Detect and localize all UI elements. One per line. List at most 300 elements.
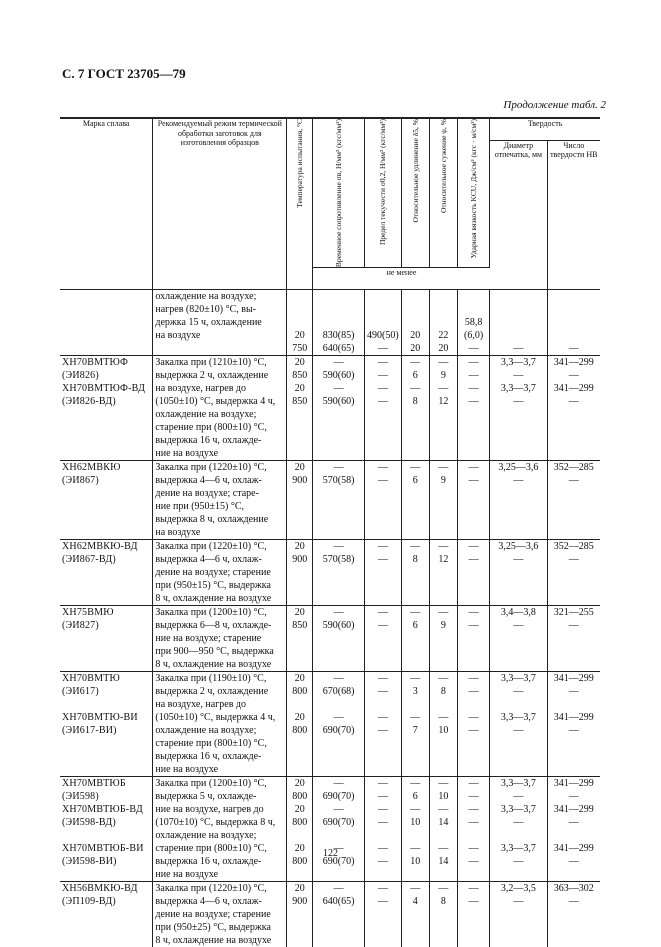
impact-line: —: [468, 475, 479, 487]
hb-line: [550, 303, 598, 316]
elong-line: 8: [412, 396, 418, 408]
impact-line: —: [468, 712, 479, 724]
hb-line: 321—255: [553, 607, 594, 619]
hb-line: 341—299: [553, 804, 594, 816]
mode-line: 8 ч, охлаждение на воздухе: [155, 659, 272, 671]
cell-strength: [313, 606, 365, 672]
impact-line: —: [468, 357, 479, 369]
temp-line: 20: [294, 607, 305, 619]
cell-mode: [153, 606, 287, 672]
grade-line: (ЭИ598-ВД): [62, 817, 116, 829]
cell-impact: [457, 356, 489, 461]
contraction-line: 14: [438, 817, 449, 829]
diameter-line: 3,25—3,6: [498, 541, 539, 553]
strength-line: —: [333, 462, 344, 474]
mode-line: при (950±25) °С, выдержка: [155, 922, 271, 934]
elong-line: 6: [412, 620, 418, 632]
temp-line: 850: [292, 396, 308, 408]
cell-elong: [401, 461, 429, 540]
mode-line: нагрев (820±10) °С, вы-: [155, 304, 257, 316]
page-number: 122: [323, 848, 338, 859]
impact-line: —: [468, 541, 479, 553]
col-yield: Предел текучести σ0,2, Н/мм² (кгс/мм²): [378, 119, 388, 245]
not-less-label: не менее: [313, 268, 490, 290]
cell-hb: [547, 672, 600, 777]
grade-line: ХН70ВМТЮФ-ВД: [62, 383, 146, 395]
temp-line: [289, 829, 310, 842]
elong-line: —: [410, 607, 421, 619]
impact-line: (6,0): [464, 330, 484, 342]
table-row: [60, 356, 600, 461]
contraction-line: [432, 829, 455, 842]
mode-line: ние на воздухе: [155, 764, 219, 776]
cell-temp: [287, 290, 313, 356]
cell-mode: [153, 777, 287, 882]
cell-strength: [313, 540, 365, 606]
table-row: [60, 461, 600, 540]
mode-line: при (950±15) °С, выдержка: [155, 580, 271, 592]
diameter-line: —: [513, 343, 524, 355]
cell-impact: [457, 672, 489, 777]
hb-line: —: [568, 475, 579, 487]
yield-line: 490(50): [367, 330, 399, 342]
yield-line: —: [377, 896, 388, 908]
impact-line: [460, 303, 487, 316]
grade-line: (ЭИ826-ВД): [62, 396, 116, 408]
mode-line: Закалка при (1220±10) °С,: [155, 541, 267, 553]
contraction-line: 12: [438, 554, 449, 566]
cell-temp: [287, 672, 313, 777]
strength-line: —: [333, 712, 344, 724]
grade-line: ХН70ВМТЮ: [62, 673, 120, 685]
mode-line: выдержка 16 ч, охлажде-: [155, 435, 262, 447]
cell-contraction: [429, 540, 457, 606]
cell-mode: [153, 672, 287, 777]
elong-line: —: [410, 843, 421, 855]
yield-line: —: [377, 712, 388, 724]
diameter-line: 3,4—3,8: [500, 607, 536, 619]
yield-line: [367, 829, 399, 842]
mode-line: дение на воздухе; старение: [155, 909, 271, 921]
cell-mode: [153, 461, 287, 540]
elong-line: —: [410, 778, 421, 790]
mode-line: на воздухе, нагрев до: [155, 699, 247, 711]
hb-line: 363—302: [553, 883, 594, 895]
diameter-line: 3,3—3,7: [500, 357, 536, 369]
strength-line: [315, 698, 362, 711]
mode-line: старение при (800±10) °С,: [155, 843, 267, 855]
mode-line: Закалка при (1220±10) °С,: [155, 883, 267, 895]
cell-mode: [153, 882, 287, 947]
col-mode: Рекомендуемый режим термической обработки заготовок для изготовления образцов: [153, 118, 287, 290]
impact-line: —: [468, 620, 479, 632]
strength-line: 670(68): [322, 686, 355, 698]
cell-impact: [457, 882, 489, 947]
impact-line: 58,8: [464, 317, 483, 329]
cell-hb: [547, 882, 600, 947]
hb-line: [550, 329, 598, 342]
grade-line: (ЭИ867): [62, 475, 99, 487]
grade-line: ХН62МВКЮ-ВД: [62, 541, 138, 553]
cell-temp: [287, 461, 313, 540]
strength-line: —: [333, 541, 344, 553]
elong-line: —: [410, 383, 421, 395]
temp-line: 850: [292, 620, 308, 632]
diameter-line: —: [513, 620, 524, 632]
cell-temp: [287, 356, 313, 461]
temp-line: 850: [292, 370, 308, 382]
strength-line: —: [333, 778, 344, 790]
properties-table: [60, 117, 600, 947]
col-hb: Число твердости НВ: [547, 140, 600, 290]
temp-line: 900: [292, 475, 308, 487]
strength-line: 830(85): [322, 330, 355, 342]
cell-temp: [287, 882, 313, 947]
yield-line: —: [377, 778, 388, 790]
diameter-line: —: [513, 686, 524, 698]
strength-line: 640(65): [322, 896, 355, 908]
page-header: С. 7 ГОСТ 23705—79: [62, 66, 186, 81]
contraction-line: 8: [440, 686, 446, 698]
temp-line: 20: [294, 383, 305, 395]
mode-line: (1050±10) °С, выдержка 4 ч,: [155, 396, 276, 408]
cell-grade: [60, 461, 153, 540]
yield-line: —: [377, 396, 388, 408]
elong-line: [404, 303, 427, 316]
impact-line: —: [468, 343, 479, 355]
yield-line: —: [377, 475, 388, 487]
hb-line: [550, 698, 598, 711]
elong-line: 6: [412, 370, 418, 382]
col-elong: Относительное удлинение δ5, %: [410, 119, 420, 223]
yield-line: —: [377, 607, 388, 619]
cell-yield: [365, 882, 402, 947]
temp-line: 900: [292, 554, 308, 566]
contraction-line: 14: [438, 856, 449, 868]
impact-line: [460, 698, 487, 711]
cell-elong: [401, 356, 429, 461]
yield-line: —: [377, 620, 388, 632]
table-continuation-label: Продолжение табл. 2: [503, 99, 606, 111]
temp-line: 800: [292, 686, 308, 698]
hb-line: —: [568, 554, 579, 566]
hb-line: —: [568, 396, 579, 408]
strength-line: 590(60): [322, 396, 355, 408]
mode-line: (1070±10) °С, выдержка 8 ч,: [155, 817, 276, 829]
mode-line: дение на воздухе; старение: [155, 567, 271, 579]
temp-line: 20: [294, 462, 305, 474]
cell-grade: [60, 540, 153, 606]
table-row: [60, 606, 600, 672]
strength-line: [315, 303, 362, 316]
contraction-line: —: [438, 843, 449, 855]
mode-line: охлаждение на воздухе;: [155, 830, 257, 842]
temp-line: 20: [294, 883, 305, 895]
mode-line: на воздухе: [155, 527, 201, 539]
cell-mode: [153, 540, 287, 606]
mode-line: ние на воздухе, нагрев до: [155, 804, 264, 816]
grade-line: (ЭИ867-ВД): [62, 554, 116, 566]
impact-line: —: [468, 778, 479, 790]
hb-line: 341—299: [553, 778, 594, 790]
strength-line: —: [333, 607, 344, 619]
cell-yield: [365, 672, 402, 777]
yield-line: —: [377, 370, 388, 382]
elong-line: 10: [410, 817, 421, 829]
diameter-line: —: [513, 554, 524, 566]
diameter-line: —: [513, 791, 524, 803]
yield-line: —: [377, 883, 388, 895]
grade-line: ХН56ВМКЮ-ВД: [62, 883, 138, 895]
yield-line: [367, 698, 399, 711]
elong-line: 3: [412, 686, 418, 698]
grade-line: ХН75ВМЮ: [62, 607, 114, 619]
temp-line: [289, 316, 310, 329]
diameter-line: 3,2—3,5: [500, 883, 536, 895]
elong-line: [404, 316, 427, 329]
elong-line: 7: [412, 725, 418, 737]
temp-line: 750: [292, 343, 308, 355]
elong-line: —: [410, 673, 421, 685]
impact-line: —: [468, 725, 479, 737]
mode-line: выдержка 5 ч, охлажде-: [155, 791, 257, 803]
table-row: [60, 290, 600, 356]
cell-grade: [60, 777, 153, 882]
mode-line: ние на воздухе: [155, 448, 219, 460]
strength-line: —: [333, 804, 344, 816]
cell-hb: [547, 606, 600, 672]
mode-line: Закалка при (1210±10) °С,: [155, 357, 267, 369]
hb-line: —: [568, 343, 579, 355]
grade-line: ХН70МВТЮБ-ВИ: [62, 843, 144, 855]
cell-impact: [457, 777, 489, 882]
contraction-line: —: [438, 357, 449, 369]
mode-line: на воздухе: [155, 330, 201, 342]
contraction-line: —: [438, 673, 449, 685]
contraction-line: —: [438, 804, 449, 816]
temp-line: 900: [292, 896, 308, 908]
temp-line: 800: [292, 817, 308, 829]
hb-line: 352—285: [553, 541, 594, 553]
temp-line: 20: [294, 843, 305, 855]
hb-line: —: [568, 370, 579, 382]
temp-line: 20: [294, 712, 305, 724]
hb-line: 341—299: [553, 712, 594, 724]
grade-line: ХН70ВМТЮФ: [62, 357, 129, 369]
diameter-line: [492, 303, 544, 316]
yield-line: [367, 303, 399, 316]
grade-line: (ЭИ827): [62, 620, 99, 632]
col-contraction: Относительное сужение ψ, %: [438, 119, 448, 214]
mode-line: выдержка 8 ч, охлаждение: [155, 514, 269, 526]
mode-line: охлаждение на воздухе;: [155, 291, 257, 303]
cell-diameter: [490, 356, 547, 461]
mode-line: выдержка 6—8 ч, охлажде-: [155, 620, 272, 632]
contraction-line: —: [438, 712, 449, 724]
temp-line: 800: [292, 791, 308, 803]
mode-line: старение при (800±10) °С,: [155, 738, 267, 750]
cell-temp: [287, 606, 313, 672]
impact-line: —: [468, 896, 479, 908]
cell-impact: [457, 606, 489, 672]
hb-line: 341—299: [553, 383, 594, 395]
strength-line: —: [333, 883, 344, 895]
contraction-line: 12: [438, 396, 449, 408]
mode-line: выдержка 4—6 ч, охлаж-: [155, 475, 262, 487]
strength-line: 690(70): [322, 856, 355, 868]
temp-line: 20: [294, 357, 305, 369]
impact-line: [460, 829, 487, 842]
col-hardness: Твердость: [490, 118, 600, 140]
mode-line: охлаждение на воздухе;: [155, 725, 257, 737]
mode-line: (1050±10) °С, выдержка 4 ч,: [155, 712, 276, 724]
cell-contraction: [429, 606, 457, 672]
impact-line: —: [468, 370, 479, 382]
hb-line: —: [568, 856, 579, 868]
contraction-line: —: [438, 883, 449, 895]
yield-line: —: [377, 856, 388, 868]
contraction-line: —: [438, 541, 449, 553]
grade-line: (ЭП109-ВД): [62, 896, 116, 908]
yield-line: —: [377, 673, 388, 685]
cell-strength: [313, 356, 365, 461]
cell-strength: [313, 882, 365, 947]
temp-line: 800: [292, 725, 308, 737]
strength-line: 690(70): [322, 725, 355, 737]
cell-elong: [401, 290, 429, 356]
diameter-line: —: [513, 396, 524, 408]
impact-line: —: [468, 791, 479, 803]
contraction-line: [432, 316, 455, 329]
contraction-line: 10: [438, 791, 449, 803]
cell-diameter: [490, 777, 547, 882]
impact-line: —: [468, 554, 479, 566]
contraction-line: 20: [438, 343, 449, 355]
contraction-line: 10: [438, 725, 449, 737]
mode-line: ние на воздухе; старение: [155, 633, 262, 645]
elong-line: [404, 698, 427, 711]
strength-line: —: [333, 357, 344, 369]
cell-strength: [313, 672, 365, 777]
diameter-line: [492, 698, 544, 711]
cell-contraction: [429, 290, 457, 356]
mode-line: Закалка при (1200±10) °С,: [155, 607, 267, 619]
temp-line: 20: [294, 541, 305, 553]
contraction-line: 9: [440, 475, 446, 487]
cell-strength: [313, 777, 365, 882]
elong-line: 8: [412, 554, 418, 566]
elong-line: —: [410, 462, 421, 474]
yield-line: —: [377, 554, 388, 566]
strength-line: —: [333, 843, 344, 855]
hb-line: —: [568, 896, 579, 908]
mode-line: выдержка 2 ч, охлаждение: [155, 370, 269, 382]
diameter-line: —: [513, 725, 524, 737]
cell-grade: [60, 290, 153, 356]
hb-line: [550, 316, 598, 329]
elong-line: —: [410, 357, 421, 369]
table-row: [60, 882, 600, 947]
contraction-line: 22: [438, 330, 449, 342]
contraction-line: —: [438, 462, 449, 474]
diameter-line: 3,3—3,7: [500, 804, 536, 816]
cell-diameter: [490, 606, 547, 672]
temp-line: [289, 303, 310, 316]
cell-impact: [457, 461, 489, 540]
cell-elong: [401, 606, 429, 672]
elong-line: —: [410, 804, 421, 816]
elong-line: 20: [410, 343, 421, 355]
mode-line: при 900—950 °С, выдержка: [155, 646, 274, 658]
cell-elong: [401, 882, 429, 947]
elong-line: —: [410, 883, 421, 895]
cell-impact: [457, 290, 489, 356]
diameter-line: —: [513, 856, 524, 868]
mode-line: дение на воздухе; старе-: [155, 488, 259, 500]
cell-hb: [547, 777, 600, 882]
elong-line: 6: [412, 475, 418, 487]
table-row: [60, 777, 600, 882]
elong-line: —: [410, 541, 421, 553]
col-impact: Ударная вязкость KCU, Дж/см² (кгс · м/см²): [469, 119, 479, 259]
cell-diameter: [490, 672, 547, 777]
grade-line: (ЭИ598-ВИ): [62, 856, 117, 868]
table-row: [60, 672, 600, 777]
grade-line: (ЭИ598): [62, 791, 99, 803]
grade-line: [62, 698, 150, 711]
hb-line: —: [568, 817, 579, 829]
cell-elong: [401, 672, 429, 777]
diameter-line: [492, 329, 544, 342]
mode-line: старение при (800±10) °С,: [155, 422, 267, 434]
mode-line: 8 ч, охлаждение на воздухе: [155, 935, 272, 947]
yield-line: —: [377, 541, 388, 553]
strength-line: —: [333, 383, 344, 395]
yield-line: —: [377, 686, 388, 698]
impact-line: —: [468, 607, 479, 619]
mode-line: выдержка 4—6 ч, охлаж-: [155, 896, 262, 908]
impact-line: —: [468, 804, 479, 816]
elong-line: 10: [410, 856, 421, 868]
strength-line: 640(65): [322, 343, 355, 355]
grade-line: ХН70ВМТЮ-ВИ: [62, 712, 138, 724]
mode-line: ние на воздухе: [155, 869, 219, 881]
cell-contraction: [429, 672, 457, 777]
contraction-line: 8: [440, 896, 446, 908]
cell-contraction: [429, 461, 457, 540]
mode-line: ние при (950±15) °С,: [155, 501, 245, 513]
diameter-line: [492, 829, 544, 842]
yield-line: —: [377, 804, 388, 816]
cell-grade: [60, 882, 153, 947]
diameter-line: 3,3—3,7: [500, 712, 536, 724]
cell-strength: [313, 461, 365, 540]
cell-hb: [547, 356, 600, 461]
temp-line: 20: [294, 330, 305, 342]
hb-line: 341—299: [553, 357, 594, 369]
hb-line: 341—299: [553, 673, 594, 685]
yield-line: —: [377, 725, 388, 737]
col-diameter: Диаметр отпечатка, мм: [490, 140, 547, 290]
impact-line: —: [468, 673, 479, 685]
impact-line: —: [468, 883, 479, 895]
mode-line: выдержка 16 ч, охлажде-: [155, 856, 262, 868]
cell-contraction: [429, 356, 457, 461]
elong-line: 4: [412, 896, 418, 908]
yield-line: —: [377, 383, 388, 395]
cell-diameter: [490, 290, 547, 356]
cell-hb: [547, 540, 600, 606]
